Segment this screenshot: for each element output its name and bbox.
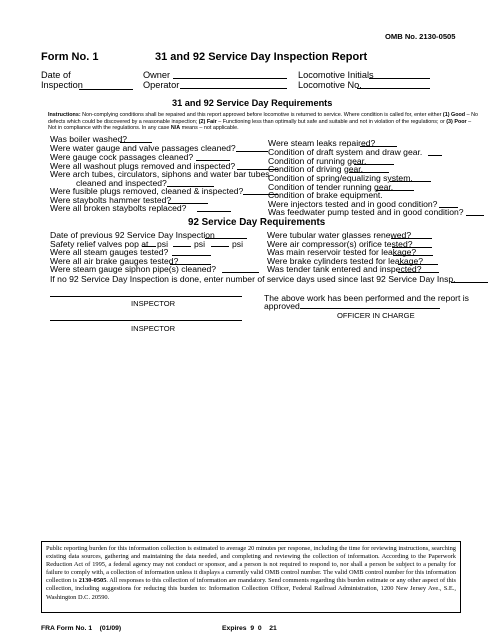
item-water-gauge: Were water gauge and valve passages cleaned? [50, 143, 236, 153]
item-driving-gear: Condition of driving gear. [268, 164, 364, 174]
item-injectors: Were injectors tested and in good condition? [268, 199, 438, 209]
item-spring-system: Condition of spring/equalizing system. [268, 173, 413, 183]
section-92-heading: 92 Service Day Requirements [188, 217, 326, 228]
psi-label-1: psi [157, 239, 168, 249]
item-air-brake-gauges: Were all air brake gauges tested? [50, 256, 179, 266]
field-service-days[interactable] [451, 282, 488, 283]
service-days-note: If no 92 Service Day Inspection is done, enter number of service days used since last 92 Service Day Insp. [50, 274, 456, 284]
approved-text-2: approved. [264, 301, 303, 311]
form-number: Form No. 1 [41, 51, 99, 63]
loco-no-field[interactable] [357, 88, 430, 89]
field-draft-system[interactable] [428, 155, 442, 156]
item-previous-92: Date of previous 92 Service Day Inspection [50, 230, 215, 240]
burden-notice: Public reporting burden for this information collection is estimated to average 20 minutes per response, including the time for reviewing instructions, searching existing data sources, gathering and maintaining the data needed, and completing and reviewing the collection of information. According to the Paperwork Reduction Act of 1995, a federal agency may not conduct or sponsor, and a person is not required to respond to, nor shall a person be subject to a penalty for failure to comply with, a collection of information unless it displays a currently valid OMB control number. The valid OMB control number for this information collection is 2130-0505. All responses to this collection of information are mandatory. Send comments regarding this burden estimate or any other aspect of this collection, including suggestions for reducing this burden to: Information Collection Officer, Federal Railroad Administration, 1200 New Jersey Ave., S.E., Washington D.C. 20590. [41, 541, 461, 613]
item-feedwater-pump: Was feedwater pump tested and in good condition? [268, 207, 464, 217]
loco-no-label: Locomotive No. [298, 80, 362, 90]
inspection-date-field[interactable] [79, 89, 133, 90]
field-psi-3[interactable] [211, 246, 229, 247]
loco-initials-field[interactable] [369, 78, 430, 79]
inspector-signature-line-2[interactable] [50, 320, 242, 321]
inspector-label-1: INSPECTOR [131, 299, 176, 308]
inspector-signature-line-1[interactable] [50, 296, 242, 297]
field-siphon-pipes[interactable] [222, 272, 259, 273]
item-draft-system: Condition of draft system and draw gear. [268, 147, 423, 157]
field-staybolts-replaced[interactable] [197, 211, 231, 212]
field-spring-system[interactable] [390, 181, 431, 182]
psi-label-2: psi [194, 239, 205, 249]
item-safety-valves: Safety relief valves pop at [50, 239, 149, 249]
item-brake-cylinders: Were brake cylinders tested for leakage? [267, 256, 424, 266]
section-31-heading: 31 and 92 Service Day Requirements [172, 98, 333, 108]
item-steam-leaks: Were steam leaks repaired? [268, 138, 376, 148]
approved-text-1: The above work has been performed and the report is [264, 293, 469, 303]
field-feedwater-pump[interactable] [466, 215, 484, 216]
item-air-compressor: Were air compressor(s) orifice tested? [267, 239, 413, 249]
owner-label: Owner [143, 70, 171, 80]
omb-number: OMB No. 2130-0505 [385, 32, 456, 41]
item-washout-plugs: Were all washout plugs removed and inspected? [50, 161, 236, 171]
instructions: Instructions: Non-complying conditions shall be repaired and this report approved before locomotive is returned to service. Where condition is called for, enter either (1) Good – No defects which could be discovered by a reasonable inspection; (2) Fair – Functioning less than optimally but safe and suitable and not in violation of the regulations; or (3) Poor – Not in compliance with the regulations. In any case N/A means – not applicable. [48, 112, 478, 132]
item-arch-tubes-cont: cleaned and inspected? [76, 178, 167, 188]
item-arch-tubes: Were arch tubes, circulators, siphons and water bar tubes [50, 169, 270, 179]
item-staybolts-replaced: Were all broken staybolts replaced? [50, 203, 187, 213]
field-psi-2[interactable] [173, 246, 191, 247]
item-running-gear: Condition of running gear. [268, 156, 367, 166]
item-siphon-pipes: Were steam gauge siphon pipe(s) cleaned? [50, 264, 217, 274]
inspection-label: Inspection [41, 80, 83, 90]
item-gauge-cock: Were gauge cock passages cleaned? [50, 152, 194, 162]
page-title: 31 and 92 Service Day Inspection Report [155, 51, 368, 63]
item-steam-gauges: Were all steam gauges tested? [50, 247, 169, 257]
officer-signature-line[interactable] [300, 308, 440, 309]
item-boiler-washed: Was boiler washed? [50, 134, 128, 144]
field-tender-tank[interactable] [398, 272, 439, 273]
item-tender-running-gear: Condition of tender running gear. [268, 182, 394, 192]
item-main-reservoir: Was main reservoir tested for leakage? [267, 247, 417, 257]
date-of-label: Date of [41, 70, 71, 80]
field-water-gauge[interactable] [236, 151, 268, 152]
item-tender-tank: Was tender tank entered and inspected? [267, 264, 422, 274]
footer-form-number: FRA Form No. 1 (01/09) [41, 625, 122, 632]
officer-label: OFFICER IN CHARGE [337, 311, 415, 320]
item-brake-equipment: Condition of brake equipment. [268, 190, 383, 200]
inspector-label-2: INSPECTOR [131, 324, 176, 333]
footer-expires: Expires 9 0 21 [222, 625, 277, 632]
item-staybolts-hammer: Were staybolts hammer tested? [50, 195, 172, 205]
loco-initials-label: Locomotive Initials [298, 70, 374, 80]
operator-field[interactable] [180, 88, 287, 89]
owner-field[interactable] [173, 78, 287, 79]
psi-label-3: psi [232, 239, 243, 249]
item-water-glasses: Were tubular water glasses renewed? [267, 230, 412, 240]
operator-label: Operator [143, 80, 180, 90]
item-fusible-plugs: Were fusible plugs removed, cleaned & inspected? [50, 186, 244, 196]
